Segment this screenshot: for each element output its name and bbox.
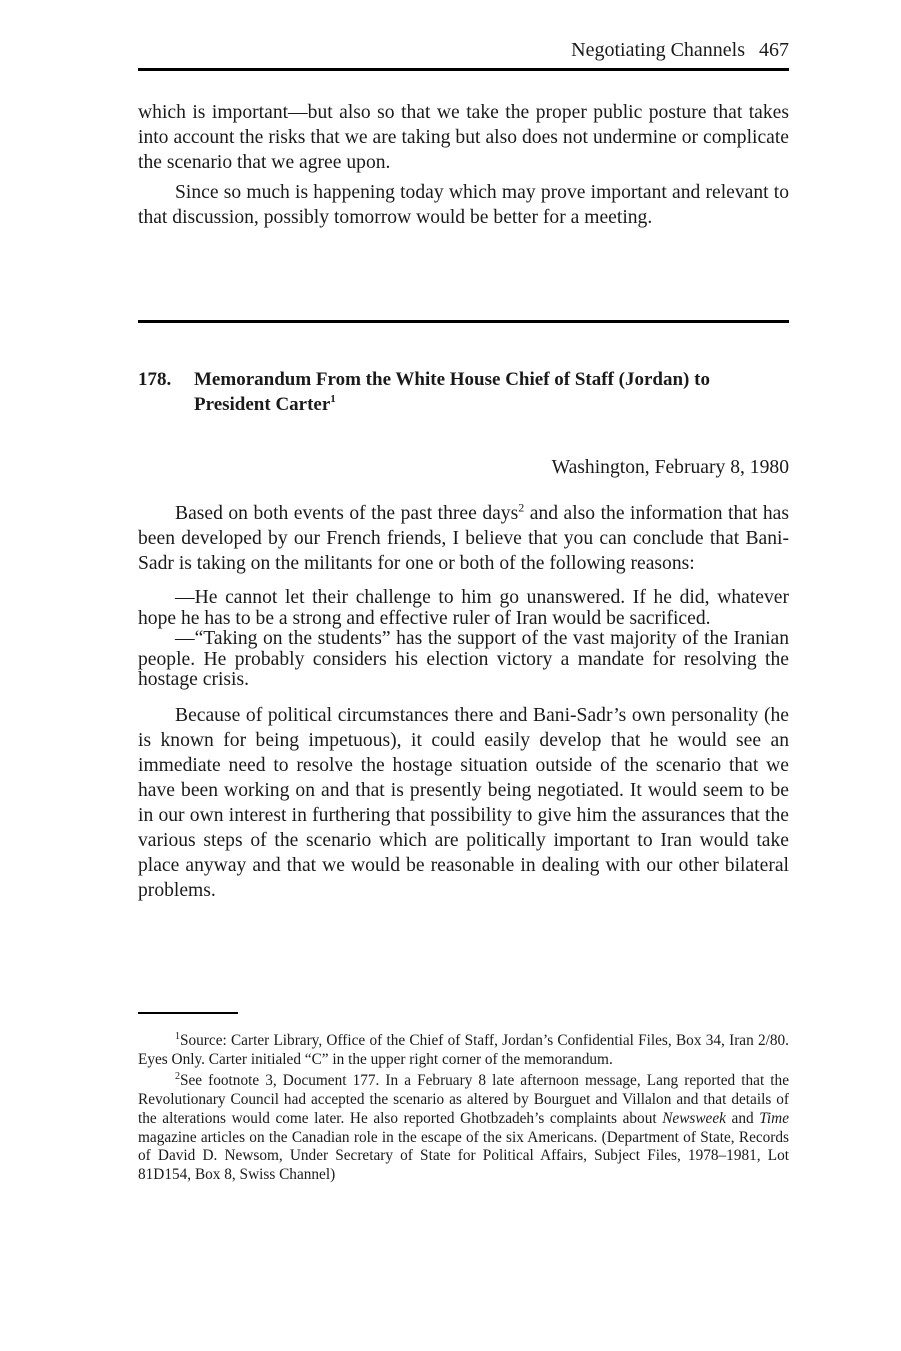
carryover-text [138, 100, 789, 230]
section-rule [138, 320, 789, 323]
body-footnote-ref: 2 [518, 500, 525, 515]
document-title: Memorandum From the White House Chief of Staff (Jordan) to President Carter [194, 369, 710, 415]
reason-item-1: —He cannot let their challenge to him go unanswered. If he did, whatever hope he has to be a strong and effective ruler of Iran would be sacrificed. [138, 587, 789, 629]
document-number: 178. [138, 369, 172, 390]
footnote-1: $^1$Source: Carter Library, Office of the Chief of Staff, Jordan’s Confidential Files, Box 34, Iran 2/80. Eyes Only. Carter initialed “C” in the upper right corner of the memorandum. [138, 1030, 789, 1068]
reason-item-2: —“Taking on the students” has the support of the vast majority of the Iranian people. He probably considers his election victory a mandate for resolving the hostage crisis. [138, 628, 789, 690]
footnotes [138, 1032, 789, 1185]
running-title: Negotiating Channels [571, 39, 745, 61]
footnote-2: $^2$See footnote 3, Document 177. In a February 8 late afternoon message, Lang reported that the Revolutionary Council had accepted the scenario as altered by Bourguet and Villalon and that details of the alterations would come later. He also reported Ghotbzadeh’s complaints about Newsweek and Time magazine articles on the Canadian role in the escape of the six Americans. (Department of State, Records of David D. Newsom, Under Secretary of State for Political Affairs, Subject Files, 1978–1981, Lot 81D154, Box 8, Swiss Channel) [138, 1071, 789, 1183]
body-paragraph-2: Because of political circumstances there and Bani-Sadr’s own personality (he is known for being impetuous), it could easily develop that he would see an immediate need to resolve the hostage situation outside of the scenario that we have been working on and that is presently being negotiated. It would seem to be in our own interest in furthering that possibility to give him the assurances that the various steps of the scenario which are politically important to Iran would take place anyway and that we would be reasonable in dealing with our other bilateral problems. [138, 704, 789, 901]
dateline: Washington, February 8, 1980 [551, 457, 789, 478]
header-rule [138, 68, 789, 71]
document-heading [138, 367, 789, 417]
body-paragraph-1: Based on both events of the past three days$^2$ and also the information that has been developed by our French friends, I believe that you can conclude that Bani-Sadr is taking on the militants for one or both of the following reasons: [138, 500, 790, 574]
page-number: 467 [759, 39, 789, 61]
carryover-paragraph-1: which is important—but also so that we take the proper public posture that takes into account the risks that we are taking but also does not undermine or complicate the scenario that we agree upon. [138, 102, 789, 173]
title-footnote-ref: 1 [330, 392, 336, 405]
running-header [138, 36, 789, 64]
footnote-rule [138, 1012, 238, 1014]
carryover-paragraph-2: Since so much is happening today which may prove important and relevant to that discussion, possibly tomorrow would be better for a meeting. [138, 182, 789, 228]
document-body [138, 501, 789, 903]
